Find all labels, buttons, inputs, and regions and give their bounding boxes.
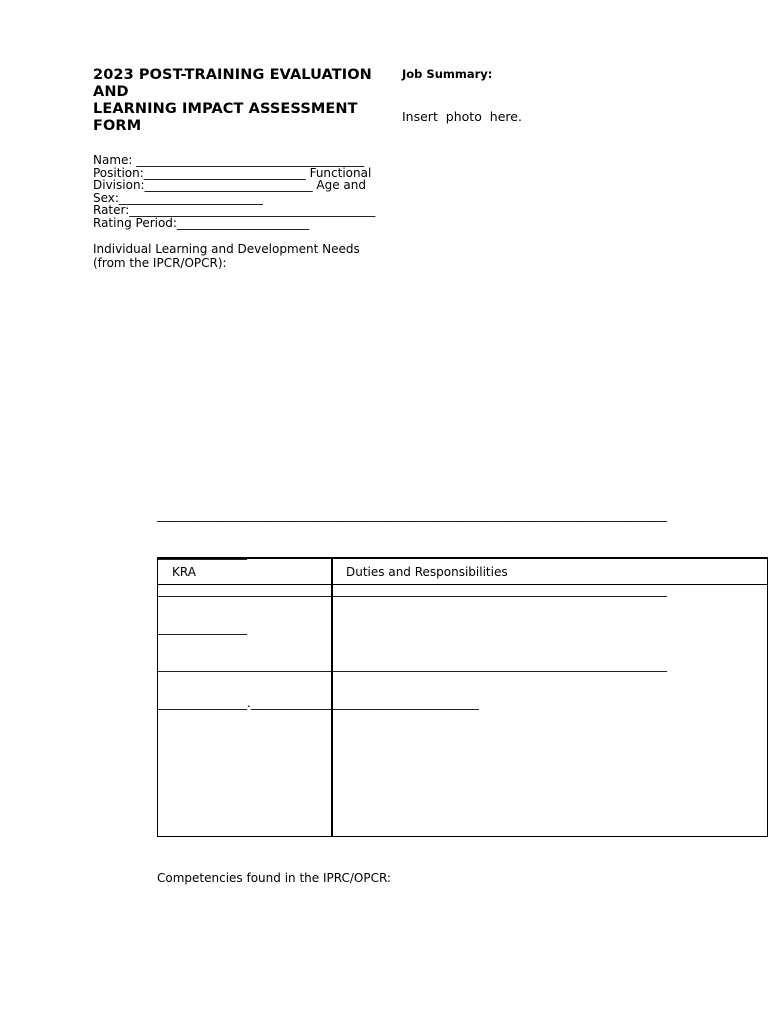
form-title-line-2: AND: [93, 84, 129, 100]
sex-field: Sex:________________________: [93, 190, 263, 205]
table-row: [158, 585, 768, 837]
form-title-line-3: LEARNING IMPACT ASSESSMENT: [93, 101, 358, 117]
duties-cell[interactable]: [332, 585, 768, 837]
answer-line: _______________: [157, 620, 247, 635]
table-header-row: [158, 558, 768, 585]
answer-line: _______________: [157, 545, 247, 560]
division-field: Division:____________________________ Age and: [93, 178, 366, 193]
duties-column-header: Duties and Responsibilities: [332, 558, 768, 585]
form-title-line-4: FORM: [93, 118, 142, 134]
photo-placeholder: Insert photo here.: [402, 109, 522, 124]
kra-duties-table: [157, 557, 768, 837]
competencies-label: Competencies found in the IPRC/OPCR:: [157, 871, 391, 885]
form-title-line-1: 2023 POST-TRAINING EVALUATION: [93, 67, 372, 83]
answer-line: _____________________________________________________________________________________: [157, 508, 667, 522]
answer-line: _______________.______________________________________: [157, 695, 479, 710]
employee-info-fields: [93, 154, 375, 230]
answer-line: _____________________________________________________________________________________: [157, 583, 667, 597]
position-field: Position:___________________________ Functional: [93, 165, 372, 180]
kra-cell[interactable]: [158, 585, 333, 837]
job-summary-label: Job Summary:: [402, 67, 493, 81]
development-needs-label: Individual Learning and Development Needs (from the IPCR/OPCR):: [93, 242, 360, 270]
kra-column-header: KRA: [158, 558, 333, 585]
rater-field: Rater:_________________________________________: [93, 203, 376, 218]
name-field: Name: ______________________________________: [93, 153, 365, 167]
answer-line: _____________________________________________________________________________________: [157, 658, 667, 672]
form-title: [93, 67, 403, 135]
rating-period-field: Rating Period:______________________: [93, 215, 309, 230]
